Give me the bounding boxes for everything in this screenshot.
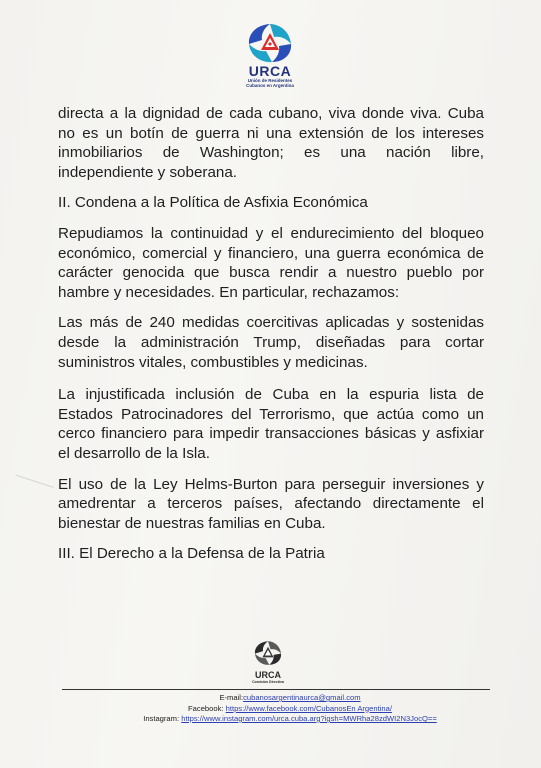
logo-subtitle-2: Cubanos en Argentina [246,83,294,88]
footer-divider [62,689,490,690]
footer-logo [238,640,298,688]
footer-instagram-line [80,714,500,725]
logo-acronym: URCA [248,63,292,79]
section-heading-3: III. El Derecho a la Defensa de la Patria [58,545,325,563]
instagram-link[interactable]: https://www.instagram.com/urca.cuba.arg?igsh=MWRha28zdWI2N3JocQ== [181,714,437,723]
logo-subtitle-1: Unión de Residentes [247,78,293,83]
footer-logo-acronym: URCA [255,670,281,680]
paper-crease [6,475,54,517]
facebook-label: Facebook: [188,703,224,713]
footer-contacts [80,693,500,725]
instagram-label: Instagram: [143,714,180,723]
paragraph-helms-burton: El uso de la Ley Helms-Burton para perseguir inversiones y amedrentar a terceros países, afectando directamente el bienestar de nuestras familias en Cuba. [58,475,484,532]
urca-emblem-small-icon [253,640,283,666]
paragraph-intro: directa a la dignidad de cada cubano, viva donde viva. Cuba no es un botín de guerra ni una extensión de los intereses inmobiliarios de Washington; es una nación libre, independiente y soberana. [58,105,484,181]
footer-logo-subtitle: Comisión Directiva [252,680,284,684]
email-label: E-mail: [219,693,244,702]
paragraph-bloqueo: Repudiamos la continuidad y el endurecimiento del bloqueo económico, comercial y financiero, una guerra económica de carácter genocida que busca rendir a nuestro pueblo por hambre y necesidades. En particular, rechazamos: [58,224,484,301]
footer-email-line [80,693,500,704]
section-heading-2: II. Condena a la Política de Asfixia Económica [58,194,368,212]
urca-emblem-icon [246,22,294,64]
paragraph-lista-terrorismo: La injustificada inclusión de Cuba en la espuria lista de Estados Patrocinadores del Terrorismo, que actúa como un cerco financiero para impedir transacciones básicas y asfixiar el desarrollo de la Isla. [58,386,484,462]
email-link[interactable]: cubanosargentinaurca@gmail.com [243,693,361,702]
footer-facebook-line [80,704,500,715]
urca-logo [222,22,318,94]
paragraph-medidas: Las más de 240 medidas coercitivas aplicadas y sostenidas desde la administración Trump, diseñadas para cortar suministros vitales, combustibles y medicinas. [58,314,484,371]
facebook-link[interactable]: https://www.facebook.com/CubanosEn Argentina/ [225,703,392,713]
document-body [58,104,484,575]
